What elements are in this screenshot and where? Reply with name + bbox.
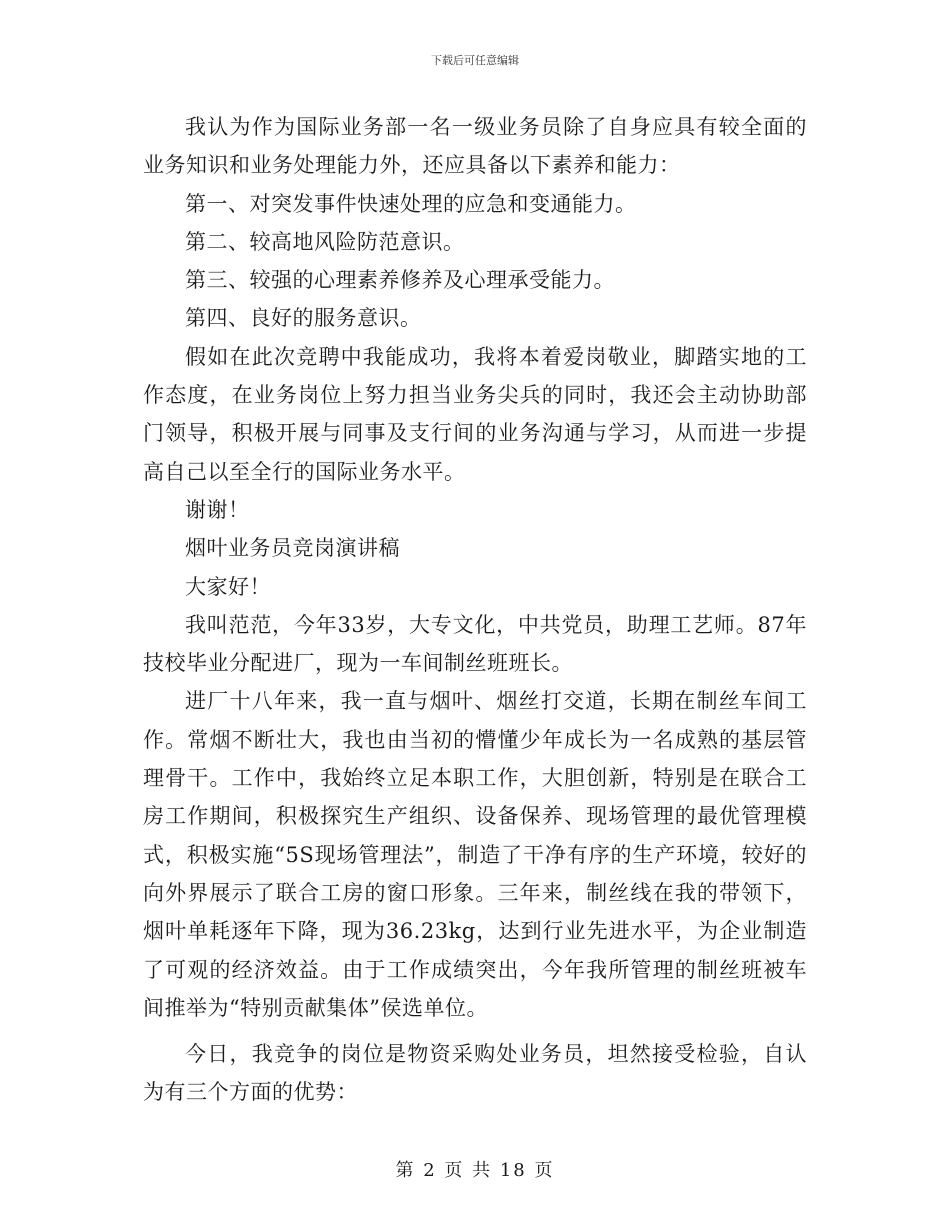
paragraph: 第四、良好的服务意识。 bbox=[185, 306, 422, 331]
document-body bbox=[143, 108, 807, 1112]
paragraph: 我叫范范，今年33岁，大专文化，中共党员，助理工艺师。87年技校毕业分配进厂，现为一车间制丝班班长。 bbox=[143, 612, 807, 676]
paragraph: 第一、对突发事件快速处理的应急和变通能力。 bbox=[185, 191, 637, 216]
paragraph: 谢谢！ bbox=[185, 497, 250, 522]
page-header: 下载后可任意编辑 bbox=[431, 54, 519, 67]
page-number: 第 2 页 共 18 页 bbox=[395, 1160, 555, 1181]
paragraph: 我认为作为国际业务部一名一级业务员除了自身应具有较全面的业务知识和业务处理能力外，还应具备以下素养和能力： bbox=[143, 115, 807, 178]
paragraph: 第二、较高地风险防范意识。 bbox=[185, 229, 465, 254]
paragraph: 假如在此次竞聘中我能成功，我将本着爱岗敬业，脚踏实地的工作态度，在业务岗位上努力担当业务尖兵的同时，我还会主动协助部门领导，积极开展与同事及支行间的业务沟通与学习，从而进一步提高自己以至全行的国际业务水平。 bbox=[143, 344, 807, 484]
paragraph: 今日，我竞争的岗位是物资采购处业务员，坦然接受检验，自认为有三个方面的优势： bbox=[143, 1042, 807, 1105]
section-title: 烟叶业务员竞岗演讲稿 bbox=[185, 536, 400, 561]
paragraph: 进厂十八年来，我一直与烟叶、烟丝打交道，长期在制丝车间工作。常烟不断壮大，我也由当初的懵懂少年成长为一名成熟的基层管理骨干。工作中，我始终立足本职工作，大胆创新，特别是在联合工房工作期间，积极探究生产组织、设备保养、现场管理的最优管理模式，积极实施“5S现场管理法”，制造了干净有序的生产环境，较好的向外界展示了联合工房的窗口形象。三年来，制丝线在我的带领下，烟叶单耗逐年下降，现为36.23kg，达到行业先进水平，为企业制造了可观的经济效益。由于工作成绩突出，今年我所管理的制丝班被车间推举为“特别贡献集体”侯选单位。 bbox=[143, 689, 807, 1020]
paragraph: 第三、较强的心理素养修养及心理承受能力。 bbox=[185, 268, 615, 293]
greeting: 大家好！ bbox=[185, 574, 271, 599]
paragraph-gap bbox=[143, 1027, 807, 1035]
